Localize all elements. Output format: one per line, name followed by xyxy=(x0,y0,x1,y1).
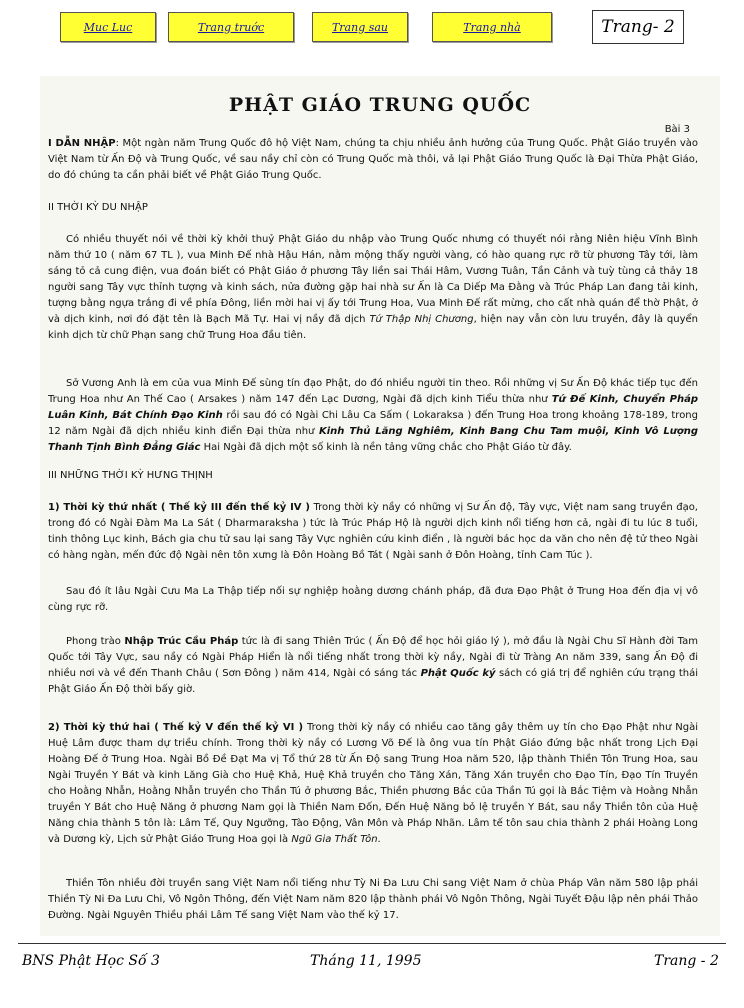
paragraph-3c-tail: sách có giá trị để nghiên cứu trạng thái Phật Giáo Ấn Độ thời bấy giờ. xyxy=(48,668,698,695)
footer-divider xyxy=(18,943,726,944)
footer-page-number: Trang - 2 xyxy=(654,953,719,969)
previous-page-button[interactable]: Trang truớc xyxy=(168,12,294,42)
paragraph-3c xyxy=(48,634,698,698)
paragraph-2b-middle: rồi sau đó có Ngài Chi Lâu Ca Sấm ( Lokaraksa ) đến Trung Hoa trong khoảng 178-189, trong 12 năm Ngài đã dịch nhiều kinh điển Đại thừa như xyxy=(48,410,698,437)
footer-publication: BNS Phật Học Số 3 xyxy=(22,953,160,969)
section-2-heading: II THỜI KỲ DU NHẬP xyxy=(48,202,148,213)
paragraph-3a xyxy=(48,500,698,564)
intro-text: : Một ngàn năm Trung Quốc đô hộ Việt Nam, chúng ta chịu nhiều ảnh hưởng của Trung Quốc. Phật Giáo truyền vào Việt Nam từ Ấn Độ và Trung Quốc, về sau nầy chỉ còn có Trung Quốc mà thôi, vả lại Phật Giáo Trung Quốc là Đại Thừa Phật Giáo, do đó chúng ta cần phải biết về Phật Giáo Trung Quốc. xyxy=(48,138,698,181)
paragraph-3c-lead: Phong trào xyxy=(66,636,125,647)
intro-heading: I DẪN NHẬP xyxy=(48,138,116,149)
intro-paragraph xyxy=(48,136,698,184)
paragraph-2a-emphasis: Tứ Thập Nhị Chương xyxy=(369,314,474,325)
paragraph-3c-text: tức là đi sang Thiên Trúc ( Ấn Độ để học hỏi giáo lý ), mở đầu là Ngài Chu Sĩ Hành đời Tam Quốc tới Tây Vực, sau nầy có Ngài Pháp Hiển là nổi tiếng nhất trong thời kỳ nầy, Ngài đi từ Tràng An năm 339, sang Ấn Độ đi nhiều nơi và về đến Thanh Châu ( Sơn Đông ) năm 414, Ngài có sáng tác xyxy=(48,636,698,679)
paragraph-3c-emphasis: Phật Quốc ký xyxy=(420,668,496,679)
article-title: PHẬT GIÁO TRUNG QUỐC xyxy=(228,94,532,116)
paragraph-4-emphasis: Ngũ Gia Thất Tôn xyxy=(291,834,378,845)
page-number-label: Trang- 2 xyxy=(592,10,684,44)
paragraph-2a xyxy=(48,232,698,344)
next-page-button[interactable]: Trang sau xyxy=(312,12,408,42)
paragraph-2b-emphasis-1: Tứ Đế Kinh, Chuyển Pháp Luân Kinh, Bát Chính Đạo Kinh xyxy=(48,394,698,421)
paragraph-4-tail: . xyxy=(377,834,381,845)
paragraph-2b-emphasis-2: Kinh Thủ Lăng Nghiêm, Kinh Bang Chu Tam muội, Kinh Vô Lượng Thanh Tịnh Bình Đẳng Giác xyxy=(48,426,698,453)
paragraph-4-heading: 2) Thời kỳ thứ hai ( Thế kỷ V đến thế kỷ VI ) xyxy=(48,722,304,733)
paragraph-3a-text: Trong thời kỳ nầy có những vị Sư Ấn độ, Tây vực, Việt nam sang truyền đạo, trong đó có Ngài Đàm Ma La Sát ( Dharmaraksha ) tức là Trúc Pháp Hộ là người dịch kinh nổi tiếng hơn cả, ngài đi tu lúc 8 tuổi, tinh thông Lục kinh, Bách gia chu tử sau lại sang Tây Vực nghiên cứu kinh điển , là người bác học da văn cho nên đệ tử theo Ngài có hàng ngàn, mến đức độ Ngài nên tôn xưng là Đôn Hoàng Bồ Tát ( Ngài sanh ở Đôn Hoàng, tỉnh Cam Túc ). xyxy=(48,502,698,561)
paragraph-2b-text: Sở Vương Anh là em của vua Minh Đế sùng tín đạo Phật, do đó nhiều người tin theo. Rồi những vị Sư Ấn Độ khác tiếp tục đến Trung Hoa như An Thế Cao ( Arsakes ) năm 147 đến Lạc Dương, Ngài đã dịch kinh Tiểu thừa như xyxy=(48,378,698,405)
section-3-heading: III NHỮNG THỜI KỲ HƯNG THỊNH xyxy=(48,470,213,481)
article-issue: Bài 3 xyxy=(664,124,690,135)
paragraph-4 xyxy=(48,720,698,848)
paragraph-4-text: Trong thời kỳ nầy có nhiều cao tăng gây thêm uy tín cho Đạo Phật như Ngài Huệ Lâm được tham dự triều chính. Trong thời kỳ nầy có Lương Võ Đế là ông vua tín Phật Giáo đứng bậc nhất trong Lịch Đại Hoàng Đế ở Trung Hoa. Ngài Bồ Đề Đạt Ma vị Tổ thứ 28 từ Ấn Độ sang Trung Hoa năm 520, lập thành Thiền Tôn Trung Hoa, sau Ngài Truyền Y Bát và kinh Lăng Già cho Huệ Khả, Huệ Khả truyền cho Tăng Xán, Tăng Xán truyền cho Đạo Tín, Đạo Tín Truyền cho Hoằng Nhẫn, Hoằng Nhẫn truyền cho Thần Tú ở phương Bắc, Thiền phương Bắc của Thần Tú gọi là Bắc Tiệm và Hoằng Nhẫn truyền Y Bát cho Huệ Năng ở phương Nam gọi là Thiền Nam Đốn, Đến Huệ Năng bỏ lệ truyền Y Bát, sau nầy Thiền tôn của Huệ Năng chia thành 5 tôn là: Lâm Tế, Quy Ngưỡng, Tào Động, Vân Môn và Pháp Nhãn. Lâm tế tôn sau chia thành 2 phái Hoàng Long và Dương kỳ, Lịch sử Phật Giáo Trung Hoa gọi là xyxy=(48,722,698,845)
paragraph-2a-tail: , hiện nay vẫn còn lưu truyền, đây là quyển kinh dịch từ chữ Phạn sang chữ Trung Hoa đầu tiên. xyxy=(48,314,699,341)
paragraph-2b xyxy=(48,376,698,456)
scanned-article xyxy=(40,76,720,936)
paragraph-3b: Sau đó ít lâu Ngài Cưu Ma La Thập tiếp nối sự nghiệp hoằng dương chánh pháp, đã đưa Đạo Phật ở Trung Hoa đến địa vị vô cùng rực rỡ. xyxy=(48,586,698,613)
paragraph-2a-text: Có nhiều thuyết nói về thời kỳ khởi thuỷ Phật Giáo du nhập vào Trung Quốc nhưng có thuyết nói rằng Niên hiệu Vĩnh Bình năm thứ 10 ( năm 67 TL ), vua Minh Đế nhà Hậu Hán, nằm mộng thấy người vàng, có hào quang rực rỡ từ phương Tây tới, làm sáng tỏ cả cung điện, vua đoán biết có Phật Giáo ở phương Tây liền sai Thái Hâm, Vương Tuân, Tần Cảnh và tuỳ tùng cả thảy 18 người sang Tây vực thỉnh tượng và kinh sách, nửa đường gặp hai nhà sư Ấn là Ca Diếp Ma Đằng và Trúc Pháp Lan đang tải kinh, tượng bằng ngựa trắng đi về phía Đông, liền mời hai vị ấy tới Trung Hoa, Vua Minh Đế rất mừng, cho cất nhà quán để thờ Phật, ở và dịch kinh, nơi đó đặt tên là Bạch Mã Tự. Hai vị nầy đã dịch xyxy=(48,234,698,325)
footer-date: Tháng 11, 1995 xyxy=(310,953,422,969)
paragraph-3c-heading: Nhập Trúc Cầu Pháp xyxy=(124,636,239,647)
paragraph-2b-tail: Hai Ngài đã dịch một số kinh là nền tảng vững chắc cho Phật Giáo từ đây. xyxy=(200,442,572,453)
paragraph-3a-heading: 1) Thời kỳ thứ nhất ( Thế kỷ III đến thế kỷ IV ) xyxy=(48,502,310,513)
home-page-button[interactable]: Trang nhà xyxy=(432,12,552,42)
muc-luc-button[interactable]: Muc Luc xyxy=(60,12,156,42)
paragraph-5: Thiền Tôn nhiều đời truyền sang Việt Nam nổi tiếng như Tỳ Ni Đa Lưu Chi sang Việt Nam ở chùa Pháp Vân năm 580 lập phái Thiền Tỳ Ni Đa Lưu Chi, Vô Ngôn Thông, đến Việt Nam năm 820 lập thành phái Vô Ngôn Thông, Ngài Tuyết Đậu lập nên phái Thảo Đường. Ngài Nguyên Thiều phái Lâm Tế sang Việt Nam vào thế kỷ 17. xyxy=(48,878,698,921)
